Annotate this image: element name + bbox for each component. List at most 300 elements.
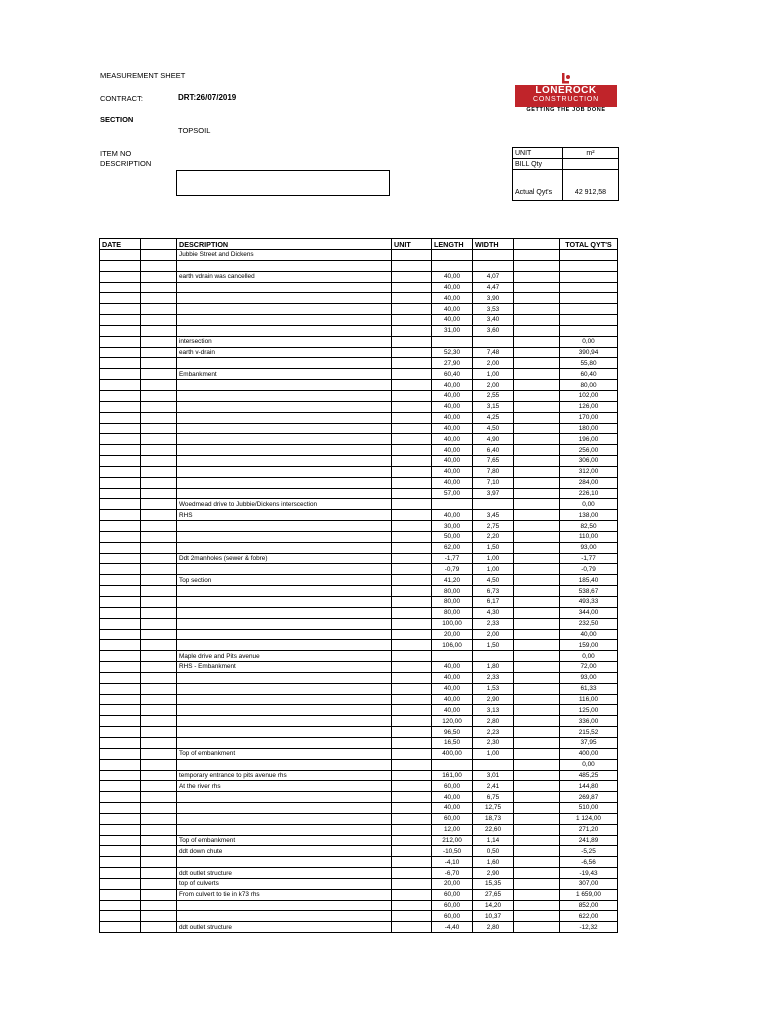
width-cell: 2,20	[473, 531, 514, 542]
blank-cell	[514, 813, 560, 824]
table-row	[100, 803, 618, 814]
unit-cell	[392, 369, 432, 380]
width-cell	[473, 499, 514, 510]
width-cell	[473, 651, 514, 662]
blank-cell	[514, 380, 560, 391]
date-cell	[100, 271, 141, 282]
unit-cell	[392, 900, 432, 911]
blank-cell	[141, 727, 177, 738]
total-cell: -12,32	[560, 922, 618, 933]
total-cell: 72,00	[560, 662, 618, 673]
width-cell: 2,00	[473, 380, 514, 391]
date-cell	[100, 380, 141, 391]
length-cell: 40,00	[432, 705, 473, 716]
blank-cell	[514, 857, 560, 868]
date-cell	[100, 607, 141, 618]
blank-cell	[514, 781, 560, 792]
length-cell: 40,00	[432, 271, 473, 282]
bill-qty-label: BILL Qty	[513, 159, 563, 170]
table-row	[100, 716, 618, 727]
description-cell: From culvert to tie in k73 rhs	[177, 889, 392, 900]
description-cell	[177, 792, 392, 803]
width-cell: 4,50	[473, 575, 514, 586]
table-row	[100, 911, 618, 922]
date-cell	[100, 651, 141, 662]
table-body	[100, 250, 618, 933]
blank-cell	[514, 510, 560, 521]
total-cell: 493,33	[560, 597, 618, 608]
blank-cell	[514, 889, 560, 900]
blank-cell	[141, 824, 177, 835]
description-cell	[177, 900, 392, 911]
width-cell: 3,01	[473, 770, 514, 781]
width-cell: 1,50	[473, 640, 514, 651]
table-row	[100, 813, 618, 824]
blank-cell	[514, 694, 560, 705]
total-cell	[560, 325, 618, 336]
table-row	[100, 629, 618, 640]
unit-label: UNIT	[513, 148, 563, 159]
total-cell	[560, 304, 618, 315]
blank-cell	[514, 434, 560, 445]
width-cell: 1,60	[473, 857, 514, 868]
length-cell: 20,00	[432, 878, 473, 889]
blank-cell	[514, 846, 560, 857]
blank-cell	[141, 803, 177, 814]
width-cell: 3,40	[473, 315, 514, 326]
total-cell: 312,00	[560, 466, 618, 477]
total-cell: 485,25	[560, 770, 618, 781]
description-cell	[177, 358, 392, 369]
unit-cell	[392, 466, 432, 477]
description-cell: Ddt 2manholes (sewer & fobre)	[177, 553, 392, 564]
description-cell: Top of embankment	[177, 748, 392, 759]
width-cell	[473, 759, 514, 770]
length-cell: -6,70	[432, 868, 473, 879]
table-row	[100, 521, 618, 532]
length-cell	[432, 250, 473, 261]
unit-cell	[392, 347, 432, 358]
blank-cell	[514, 412, 560, 423]
blank-cell	[514, 868, 560, 879]
date-cell	[100, 727, 141, 738]
length-cell: 40,00	[432, 510, 473, 521]
description-cell: top of culverts	[177, 878, 392, 889]
table-row	[100, 737, 618, 748]
table-row	[100, 586, 618, 597]
blank-cell	[141, 271, 177, 282]
blank-cell	[141, 358, 177, 369]
width-cell: 2,41	[473, 781, 514, 792]
table-row	[100, 477, 618, 488]
length-cell: 20,00	[432, 629, 473, 640]
measurement-table	[99, 238, 618, 933]
blank-cell	[141, 553, 177, 564]
description-cell	[177, 597, 392, 608]
description-cell	[177, 857, 392, 868]
unit-cell	[392, 618, 432, 629]
table-row	[100, 694, 618, 705]
length-cell: 62,00	[432, 542, 473, 553]
date-cell	[100, 488, 141, 499]
width-cell: 6,17	[473, 597, 514, 608]
unit-cell	[392, 683, 432, 694]
description-cell	[177, 466, 392, 477]
table-row	[100, 835, 618, 846]
table-row	[100, 358, 618, 369]
unit-cell	[392, 531, 432, 542]
width-cell: 2,33	[473, 672, 514, 683]
total-cell: 116,00	[560, 694, 618, 705]
blank-cell	[141, 651, 177, 662]
description-cell: intersection	[177, 336, 392, 347]
width-cell: 7,10	[473, 477, 514, 488]
date-cell	[100, 846, 141, 857]
length-cell: 40,00	[432, 694, 473, 705]
blank-cell	[141, 889, 177, 900]
blank-cell	[141, 662, 177, 673]
table-row	[100, 347, 618, 358]
total-cell: 185,40	[560, 575, 618, 586]
total-cell	[560, 271, 618, 282]
width-cell: 1,53	[473, 683, 514, 694]
blank-cell	[514, 672, 560, 683]
length-cell: -4,10	[432, 857, 473, 868]
table-row	[100, 282, 618, 293]
date-cell	[100, 911, 141, 922]
total-cell: 215,52	[560, 727, 618, 738]
date-cell	[100, 878, 141, 889]
blank-cell	[141, 900, 177, 911]
unit-cell	[392, 813, 432, 824]
length-cell: 52,30	[432, 347, 473, 358]
length-cell: 80,00	[432, 597, 473, 608]
date-cell	[100, 369, 141, 380]
blank-cell	[514, 607, 560, 618]
blank-cell	[514, 553, 560, 564]
date-cell	[100, 564, 141, 575]
date-cell	[100, 325, 141, 336]
blank-cell	[514, 260, 560, 271]
description-cell	[177, 282, 392, 293]
date-cell	[100, 716, 141, 727]
description-cell: Top of embankment	[177, 835, 392, 846]
blank-cell	[141, 705, 177, 716]
description-cell	[177, 412, 392, 423]
blank-cell	[514, 499, 560, 510]
total-cell	[560, 250, 618, 261]
date-cell	[100, 358, 141, 369]
unit-cell	[392, 553, 432, 564]
date-cell	[100, 792, 141, 803]
date-cell	[100, 694, 141, 705]
blank-cell	[514, 564, 560, 575]
width-cell: 6,73	[473, 586, 514, 597]
total-cell: 102,00	[560, 390, 618, 401]
length-cell: 212,00	[432, 835, 473, 846]
blank-cell	[141, 922, 177, 933]
blank-cell	[141, 521, 177, 532]
blank-cell	[141, 672, 177, 683]
date-cell	[100, 597, 141, 608]
total-cell: 93,00	[560, 672, 618, 683]
length-cell: 40,00	[432, 412, 473, 423]
total-cell: 226,10	[560, 488, 618, 499]
date-cell	[100, 803, 141, 814]
length-cell: 40,00	[432, 662, 473, 673]
table-row	[100, 401, 618, 412]
unit-cell	[392, 792, 432, 803]
width-cell: 3,13	[473, 705, 514, 716]
blank-cell	[141, 618, 177, 629]
width-cell	[473, 260, 514, 271]
blank-cell	[141, 868, 177, 879]
total-cell: 0,00	[560, 336, 618, 347]
unit-cell	[392, 586, 432, 597]
length-cell: -1,77	[432, 553, 473, 564]
length-cell: 96,50	[432, 727, 473, 738]
unit-cell	[392, 727, 432, 738]
width-cell: 2,75	[473, 521, 514, 532]
total-cell: 1 659,00	[560, 889, 618, 900]
logo-tagline: GETTING THE JOB DONE	[526, 107, 606, 113]
unit-cell	[392, 488, 432, 499]
total-cell: 170,00	[560, 412, 618, 423]
bill-qty-value	[563, 159, 619, 170]
blank-cell	[514, 282, 560, 293]
blank-cell	[141, 835, 177, 846]
total-cell: 159,00	[560, 640, 618, 651]
description-cell	[177, 694, 392, 705]
table-row	[100, 250, 618, 261]
total-cell: 80,00	[560, 380, 618, 391]
blank-cell	[141, 401, 177, 412]
table-row	[100, 607, 618, 618]
blank-cell	[514, 922, 560, 933]
blank-cell	[141, 325, 177, 336]
section-value: TOPSOIL	[178, 126, 211, 135]
blank-cell	[514, 597, 560, 608]
unit-cell	[392, 629, 432, 640]
table-row	[100, 271, 618, 282]
description-cell	[177, 315, 392, 326]
description-cell	[177, 304, 392, 315]
length-cell: 400,00	[432, 748, 473, 759]
date-cell	[100, 542, 141, 553]
logo-subname: CONSTRUCTION	[533, 96, 599, 103]
width-cell: 27,65	[473, 889, 514, 900]
description-cell	[177, 586, 392, 597]
length-cell: 60,00	[432, 813, 473, 824]
length-cell: 60,00	[432, 911, 473, 922]
date-cell	[100, 835, 141, 846]
width-cell: 4,47	[473, 282, 514, 293]
blank-cell	[141, 531, 177, 542]
length-cell: 31,00	[432, 325, 473, 336]
description-cell	[177, 759, 392, 770]
blank-cell	[141, 456, 177, 467]
date-cell	[100, 445, 141, 456]
blank-cell	[141, 445, 177, 456]
total-cell: 269,87	[560, 792, 618, 803]
date-cell	[100, 781, 141, 792]
width-cell: 3,97	[473, 488, 514, 499]
table-row	[100, 824, 618, 835]
length-cell: 80,00	[432, 607, 473, 618]
description-cell: RHS - Embankment	[177, 662, 392, 673]
description-cell	[177, 423, 392, 434]
length-cell: 27,90	[432, 358, 473, 369]
table-row	[100, 727, 618, 738]
description-cell	[177, 390, 392, 401]
description-cell	[177, 477, 392, 488]
width-cell: 6,40	[473, 445, 514, 456]
date-cell	[100, 315, 141, 326]
sheet-title: MEASUREMENT SHEET	[100, 71, 186, 80]
total-cell	[560, 282, 618, 293]
table-row	[100, 336, 618, 347]
blank-cell	[141, 380, 177, 391]
width-cell: 1,50	[473, 542, 514, 553]
length-cell: 40,00	[432, 683, 473, 694]
length-cell: 106,00	[432, 640, 473, 651]
blank-cell	[141, 293, 177, 304]
blank-cell	[514, 325, 560, 336]
company-logo	[515, 73, 617, 113]
date-cell	[100, 531, 141, 542]
width-cell: 7,65	[473, 456, 514, 467]
description-cell	[177, 325, 392, 336]
total-cell: -1,77	[560, 553, 618, 564]
blank-cell	[514, 466, 560, 477]
unit-cell	[392, 510, 432, 521]
date-cell	[100, 412, 141, 423]
description-cell	[177, 564, 392, 575]
unit-cell	[392, 564, 432, 575]
description-cell: RHS	[177, 510, 392, 521]
date-cell	[100, 640, 141, 651]
length-cell: 40,00	[432, 293, 473, 304]
total-cell: 622,00	[560, 911, 618, 922]
total-cell: -5,25	[560, 846, 618, 857]
date-cell	[100, 390, 141, 401]
unit-cell	[392, 445, 432, 456]
blank-cell	[514, 748, 560, 759]
blank-cell	[514, 824, 560, 835]
description-cell: ddt down chute	[177, 846, 392, 857]
length-cell: 40,00	[432, 456, 473, 467]
table-row	[100, 445, 618, 456]
description-cell	[177, 803, 392, 814]
unit-cell	[392, 336, 432, 347]
blank-cell	[514, 293, 560, 304]
blank-cell	[141, 336, 177, 347]
unit-cell	[392, 315, 432, 326]
width-cell: 3,90	[473, 293, 514, 304]
table-row	[100, 466, 618, 477]
length-cell: 40,00	[432, 792, 473, 803]
unit-cell	[392, 911, 432, 922]
col-blank-2	[514, 239, 560, 250]
description-cell	[177, 488, 392, 499]
blank-cell	[141, 759, 177, 770]
width-cell: 3,15	[473, 401, 514, 412]
table-row	[100, 510, 618, 521]
unit-cell	[392, 716, 432, 727]
width-cell: 4,30	[473, 607, 514, 618]
total-cell: 138,00	[560, 510, 618, 521]
length-cell: -10,50	[432, 846, 473, 857]
blank-cell	[514, 445, 560, 456]
blank-cell	[514, 531, 560, 542]
table-row	[100, 456, 618, 467]
description-cell: earth vdrain was cancelled	[177, 271, 392, 282]
width-cell: 7,48	[473, 347, 514, 358]
description-cell: Top section	[177, 575, 392, 586]
blank-cell	[141, 466, 177, 477]
table-row	[100, 369, 618, 380]
blank-cell	[514, 759, 560, 770]
unit-cell	[392, 423, 432, 434]
description-cell: earth v-drain	[177, 347, 392, 358]
table-row	[100, 759, 618, 770]
contract-value: DRT:26/07/2019	[178, 93, 237, 102]
blank-cell	[514, 878, 560, 889]
total-cell: 40,00	[560, 629, 618, 640]
length-cell: 57,00	[432, 488, 473, 499]
unit-cell	[392, 271, 432, 282]
description-cell	[177, 445, 392, 456]
unit-cell	[392, 694, 432, 705]
date-cell	[100, 705, 141, 716]
width-cell	[473, 250, 514, 261]
date-cell	[100, 466, 141, 477]
date-cell	[100, 347, 141, 358]
blank-cell	[141, 857, 177, 868]
length-cell: 40,00	[432, 390, 473, 401]
date-cell	[100, 401, 141, 412]
description-cell	[177, 521, 392, 532]
unit-cell	[392, 597, 432, 608]
blank-cell	[514, 390, 560, 401]
blank-cell	[141, 412, 177, 423]
blank-cell	[514, 618, 560, 629]
date-cell	[100, 922, 141, 933]
unit-cell	[392, 803, 432, 814]
description-cell	[177, 607, 392, 618]
blank-cell	[141, 347, 177, 358]
table-row	[100, 293, 618, 304]
table-row	[100, 304, 618, 315]
table-row	[100, 878, 618, 889]
table-row	[100, 412, 618, 423]
blank-cell	[141, 564, 177, 575]
length-cell: 40,00	[432, 803, 473, 814]
description-cell	[177, 531, 392, 542]
total-cell: 93,00	[560, 542, 618, 553]
total-cell: 82,50	[560, 521, 618, 532]
unit-cell	[392, 380, 432, 391]
length-cell: 41,20	[432, 575, 473, 586]
blank-cell	[141, 846, 177, 857]
unit-cell	[392, 456, 432, 467]
length-cell	[432, 336, 473, 347]
blank-cell	[514, 911, 560, 922]
table-row	[100, 488, 618, 499]
total-cell: 510,00	[560, 803, 618, 814]
date-cell	[100, 618, 141, 629]
table-row	[100, 792, 618, 803]
